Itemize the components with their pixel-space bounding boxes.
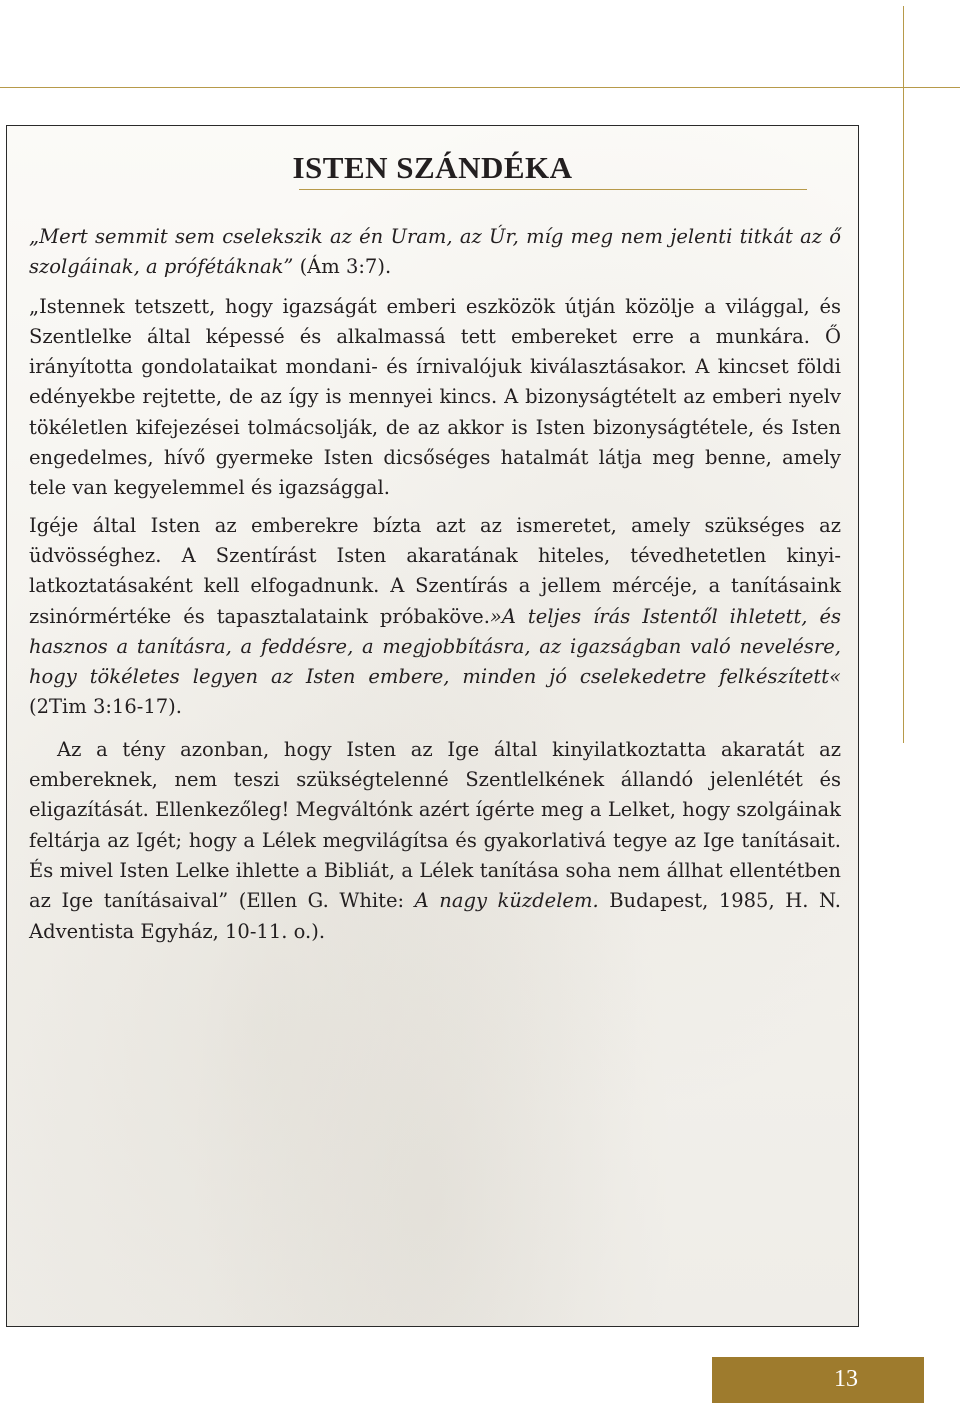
verse-reference: (Ám 3:7). [293, 255, 392, 279]
crop-mark-vertical [903, 6, 904, 743]
paragraph-2-text: Igéje által Isten az emberekre bízta azt az ismeretet, amely szükséges az üdvösséghez. A Szentírást Isten akaratának hiteles, tévedhetetlen kinyilatkoztatásaként kell elfogadnunk. A Szentírás a jellem mércéje, a tanításaink zsinórmértéke és tapasztalataink próbaköve. [29, 513, 841, 628]
body-text [29, 222, 841, 947]
paragraph-3-text: Az a tény azonban, hogy Isten az Ige által kinyilatkoztatta akaratát az embereknek, nem teszi szükségtelenné Szentlelkének állandó jelenlétét és eligazítását. Ellenkezőleg! Megváltónk azért ígérte meg a Lelket, hogy szolgáinak feltárja az Igét; hogy a Lélek megvilágítsa és gyakorlativá tegye az Ige tanításait. És mivel Isten Lelke ihlette a Bibliát, a Lélek tanítása soha nem állhat ellentétben az Ige tanításaival” (Ellen G. White: [29, 737, 841, 913]
paragraph-3-citation: Budapest, 1985, H. N. Adventista Egyház, 10-11. o.). [29, 889, 841, 943]
book-title: A nagy küzdelem. [414, 889, 599, 913]
title-underline [299, 189, 807, 190]
page-number-box [712, 1357, 924, 1403]
verse-quote: „Mert semmit sem cselekszik az én Uram, az Úr, míg meg nem jelenti titkát az ő szolgáinak, a prófétáknak” [29, 225, 841, 279]
text-frame [6, 125, 859, 1327]
paragraph-2-quote: »A teljes írás Istentől ihletett, és hasznos a tanításra, a feddésre, a megjobbításra, az igazságban való nevelésre, hogy tökéletes legyen az Isten embere, minden jó cselekedetre felkészített« [29, 604, 841, 689]
crop-mark-horizontal [0, 87, 960, 88]
paragraph-1: „Istennek tetszett, hogy igazságát emberi eszközök útján közölje a világgal, és Szentlelke által képessé és alkalmassá tett embereket erre a munkára. Ő irányította gondolataikat mondani- és írnivalójuk kiválasztásakor. A kincset földi edényekbe rejtette, de az így is mennyei kincs. A bizonyságtételt az emberi nyelv tökéletlen kifejezései tolmácsolják, de az akkor is Isten bizonyságtétele, és Isten engedelmes, hívő gyermeke Isten dicsőséges hatalmát látja meg benne, amely tele van kegyelemmel és igazsággal. [29, 294, 841, 500]
page-number: 13 [834, 1366, 858, 1392]
paragraph-2-reference: (2Tim 3:16-17). [29, 695, 182, 719]
opening-verse [29, 222, 841, 283]
paragraph-3 [29, 735, 841, 947]
page-title: ISTEN SZÁNDÉKA [292, 150, 573, 185]
paragraph-2 [29, 511, 841, 723]
